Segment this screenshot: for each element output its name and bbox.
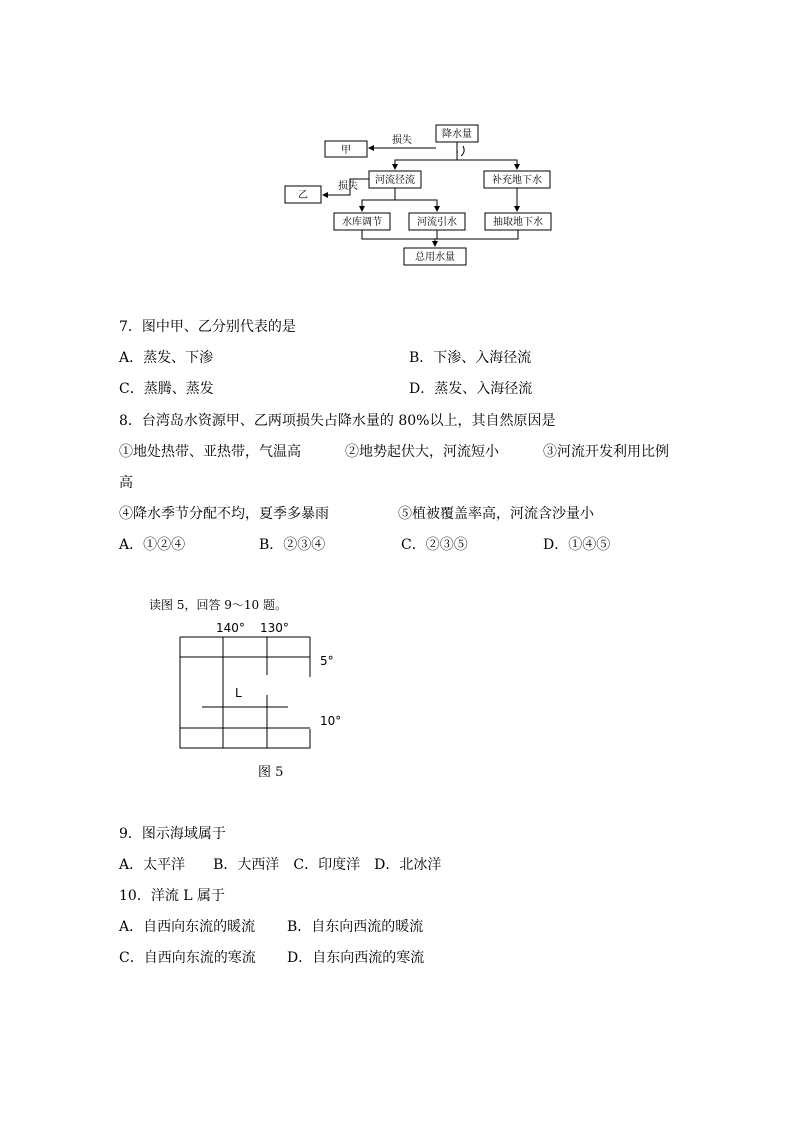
label-reservoir: 水库调节 <box>342 217 382 228</box>
label-jia: 甲 <box>341 145 351 156</box>
q8-statement-5: ⑤植被覆盖率高，河流含沙量小 <box>398 506 594 522</box>
label-yi: 乙 <box>298 190 308 201</box>
label-total-water: 总用水量 <box>415 252 455 263</box>
q10-stem: 10．洋流 L 属于 <box>119 888 226 904</box>
label-lon-130: 130° <box>260 621 289 635</box>
q7-option-d: D．蒸发、入海径流 <box>409 381 533 397</box>
label-pump-groundwater: 抽取地下水 <box>493 217 543 228</box>
q10-option-d: D．自东向西流的寒流 <box>287 950 425 966</box>
q8-option-a: A．①②④ <box>119 537 186 553</box>
q8-statement-2: ②地势起伏大，河流短小 <box>345 444 499 460</box>
q7-option-a: A．蒸发、下渗 <box>119 350 214 366</box>
q9-options: A．太平洋 B．大西洋 C．印度洋 D．北冰洋 <box>119 857 442 873</box>
q7-option-b: B．下渗、入海径流 <box>409 350 532 366</box>
water-flow-diagram <box>280 120 570 270</box>
label-recharge-groundwater: 补充地下水 <box>492 175 542 186</box>
label-loss-1: 损失 <box>392 135 412 146</box>
q10-option-a: A．自西向东流的暖流 <box>119 919 256 935</box>
q10-option-b: B．自东向西流的暖流 <box>287 919 424 935</box>
label-river-diversion: 河流引水 <box>417 217 457 228</box>
label-precipitation: 降水量 <box>442 129 472 140</box>
label-river-runoff: 河流径流 <box>375 175 415 186</box>
q8-option-d: D．①④⑤ <box>543 537 611 553</box>
q8-stem: 8．台湾岛水资源甲、乙两项损失占降水量的 80%以上，其自然原因是 <box>119 413 556 429</box>
map-intro: 读图 5，回答 9～10 题。 <box>149 598 287 612</box>
q8-statement-3: ③河流开发利用比例 <box>543 444 669 460</box>
q9-stem: 9．图示海域属于 <box>119 826 226 842</box>
map-caption: 图 5 <box>258 765 284 780</box>
label-lat-10: 10° <box>320 714 342 728</box>
label-lat-5: 5° <box>320 654 334 668</box>
label-lon-140: 140° <box>216 621 245 635</box>
q8-statement-3-cont: 高 <box>119 475 133 491</box>
q7-stem: 7．图中甲、乙分别代表的是 <box>119 319 296 335</box>
q8-statement-4: ④降水季节分配不均，夏季多暴雨 <box>119 506 329 522</box>
q8-option-b: B．②③④ <box>259 537 326 553</box>
q8-statement-1: ①地处热带、亚热带，气温高 <box>119 444 301 460</box>
label-loss-2: 损失 <box>338 181 358 192</box>
q10-option-c: C．自西向东流的寒流 <box>119 950 256 966</box>
q8-option-c: C．②③⑤ <box>401 537 468 553</box>
label-current-L: L <box>235 686 242 700</box>
q7-option-c: C．蒸腾、蒸发 <box>119 381 214 397</box>
